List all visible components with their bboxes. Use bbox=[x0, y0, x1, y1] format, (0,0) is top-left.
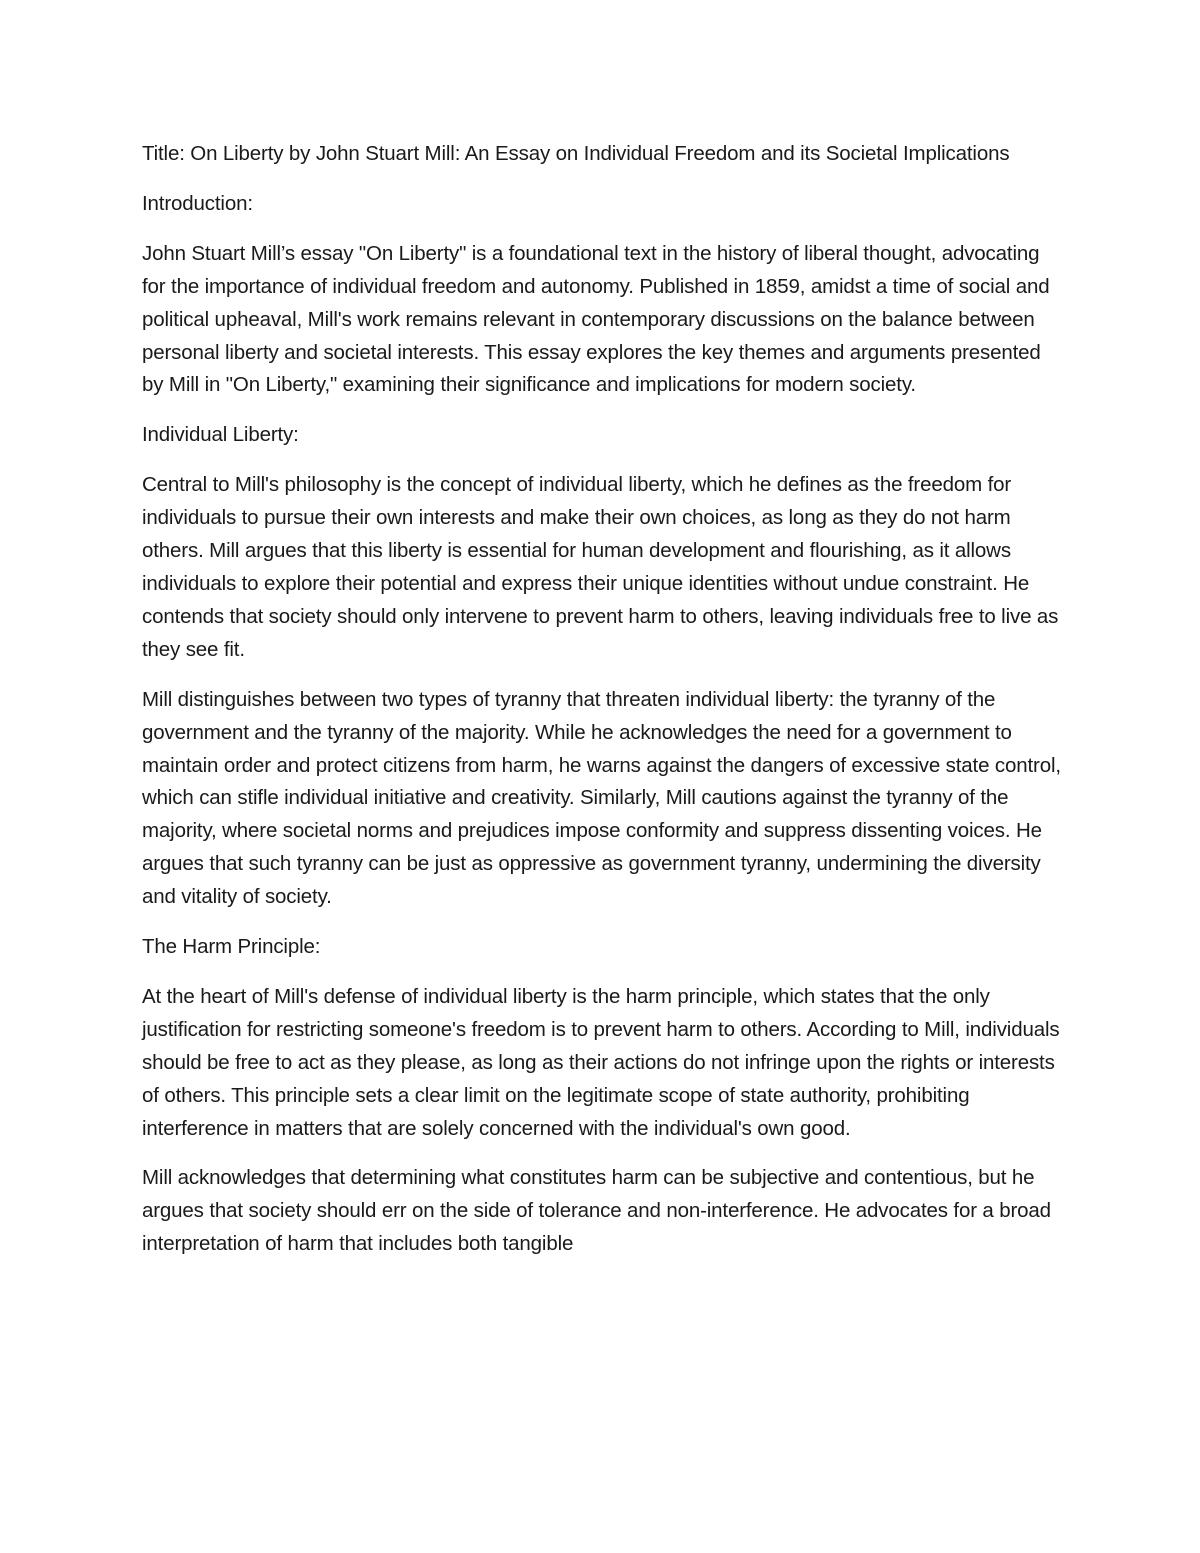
document-body bbox=[142, 138, 1062, 1278]
paragraph-individual-liberty-2: Mill distinguishes between two types of tyranny that threaten individual liberty: the tyranny of the government and the tyranny of the majority. While he acknowledges the need for a government to maintain order and protect citizens from harm, he warns against the dangers of excessive state control, which can stifle individual initiative and creativity. Similarly, Mill cautions against the tyranny of the majority, where societal norms and prejudices impose conformity and suppress dissenting voices. He argues that such tyranny can be just as oppressive as government tyranny, undermining the diversity and vitality of society. bbox=[142, 687, 1061, 909]
section-heading-introduction: Introduction: bbox=[142, 191, 253, 215]
paragraph-introduction: John Stuart Mill’s essay "On Liberty" is a foundational text in the history of liberal thought, advocating for the importance of individual freedom and autonomy. Published in 1859, amidst a time of social and political upheaval, Mill's work remains relevant in contemporary discussions on the balance between personal liberty and societal interests. This essay explores the key themes and arguments presented by Mill in "On Liberty," examining their significance and implications for modern society. bbox=[142, 241, 1050, 397]
section-heading-harm-principle: The Harm Principle: bbox=[142, 935, 321, 959]
paragraph-harm-principle-2: Mill acknowledges that determining what constitutes harm can be subjective and contentious, but he argues that society should err on the side of tolerance and non-interference. He advocates for a broad interpretation of harm that includes both tangible bbox=[142, 1166, 1051, 1256]
paragraph-harm-principle-1: At the heart of Mill's defense of individual liberty is the harm principle, which states that the only justification for restricting someone's freedom is to prevent harm to others. According to Mill, individuals should be free to act as they please, as long as their actions do not infringe upon the rights or interests of others. This principle sets a clear limit on the legitimate scope of state authority, prohibiting interference in matters that are solely concerned with the individual's own good. bbox=[142, 984, 1060, 1140]
document-title: Title: On Liberty by John Stuart Mill: An Essay on Individual Freedom and its Societal Implications bbox=[142, 142, 1010, 165]
section-heading-individual-liberty: Individual Liberty: bbox=[142, 423, 299, 447]
paragraph-individual-liberty-1: Central to Mill's philosophy is the concept of individual liberty, which he defines as the freedom for individuals to pursue their own interests and make their own choices, as long as they do not harm others. Mill argues that this liberty is essential for human development and flourishing, as it allows individuals to explore their potential and express their unique identities without undue constraint. He contends that society should only intervene to prevent harm to others, leaving individuals free to live as they see fit. bbox=[142, 473, 1059, 661]
